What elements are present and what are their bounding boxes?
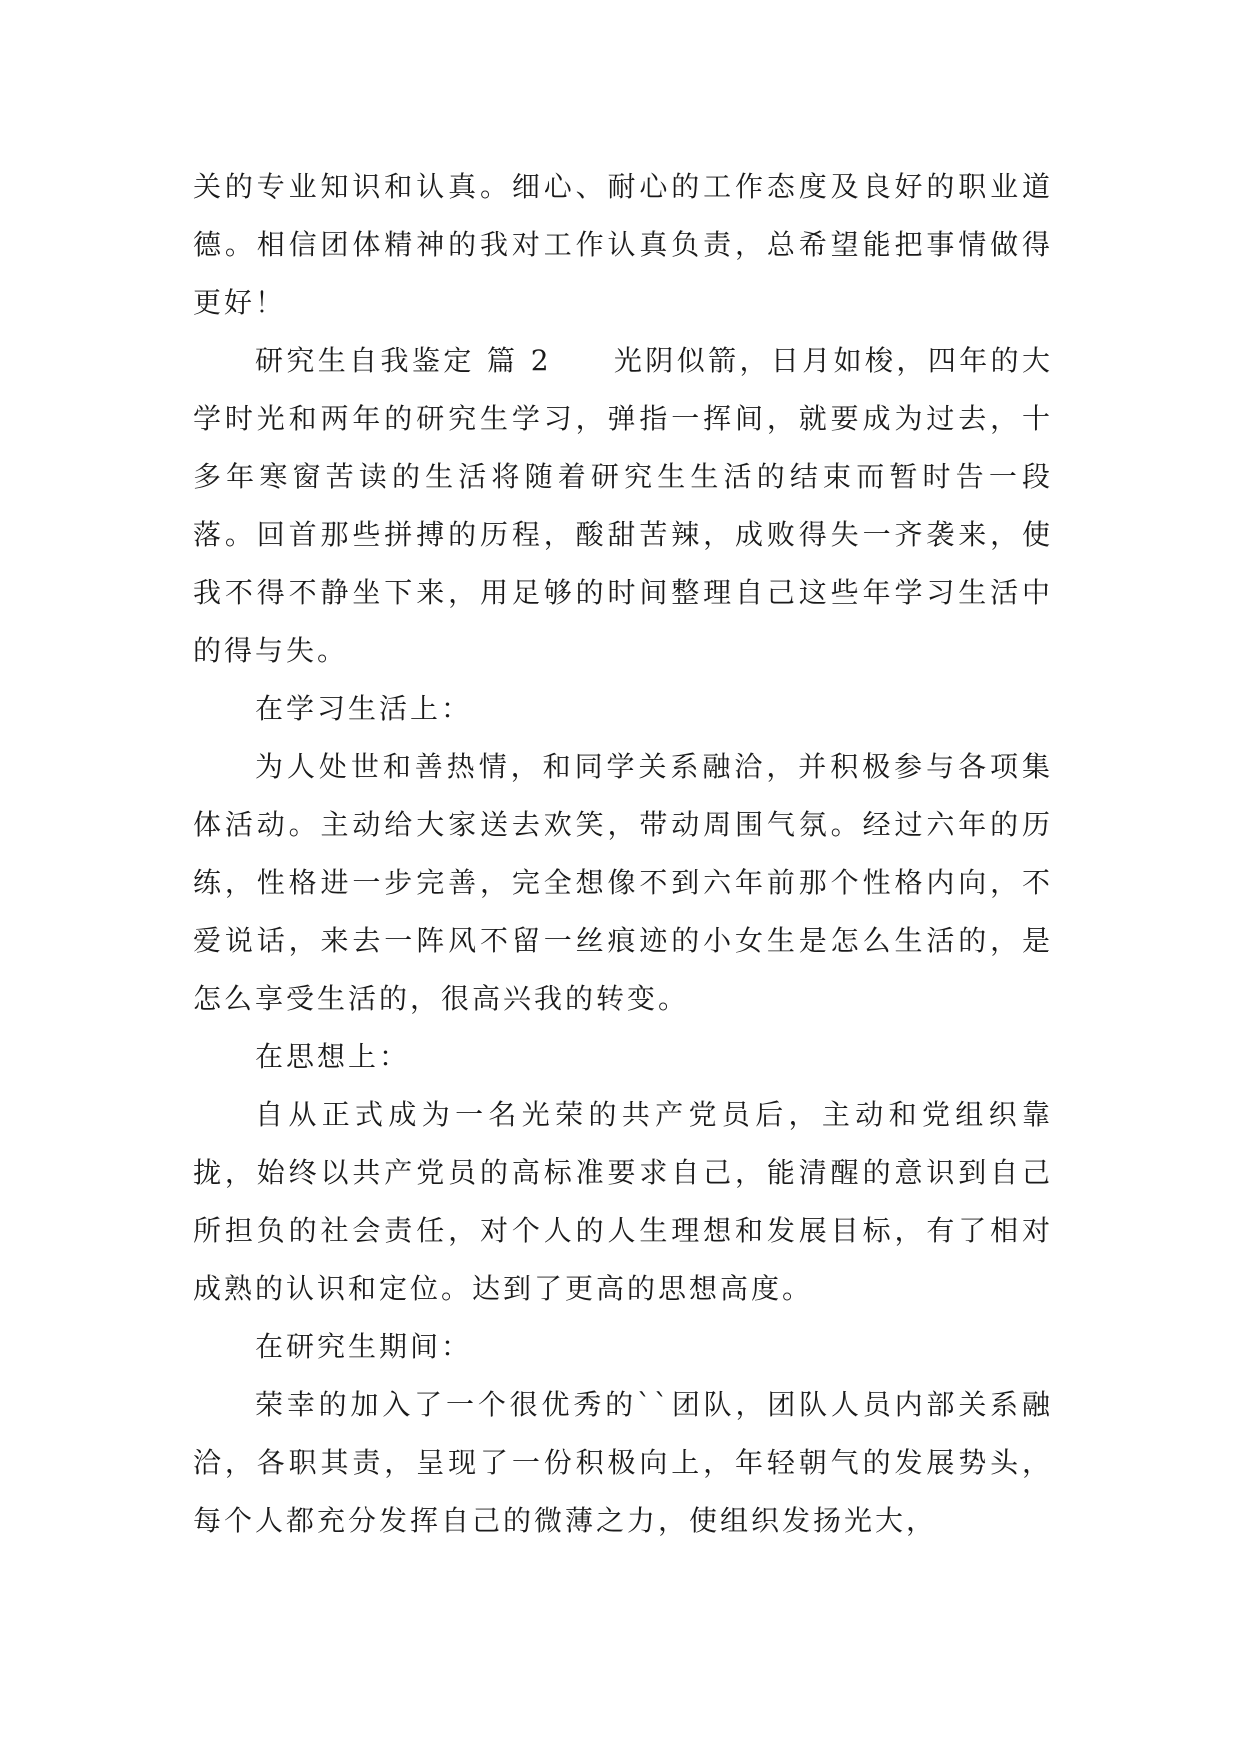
paragraph-thought: 自从正式成为一名光荣的共产党员后，主动和党组织靠拢，始终以共产党员的高标准要求自己，能清醒的意识到自己所担负的社会责任，对个人的人生理想和发展目标，有了相对成熟的认识和定位。达到了更高的思想高度。	[193, 1098, 1053, 1305]
document-page	[193, 158, 1053, 1550]
heading-graduate-period: 在研究生期间：	[255, 1330, 473, 1363]
paragraph-graduate-period: 荣幸的加入了一个很优秀的``团队，团队人员内部关系融洽，各职其责，呈现了一份积极向上，年轻朝气的发展势头，每个人都充分发挥自己的微薄之力，使组织发扬光大，	[193, 1388, 1053, 1537]
paragraph-section-2	[193, 332, 1053, 680]
paragraph-continued: 关的专业知识和认真。细心、耐心的工作态度及良好的职业道德。相信团体精神的我对工作认真负责，总希望能把事情做得更好！	[193, 170, 1053, 319]
section-intro: 光阴似箭，日月如梭，四年的大学时光和两年的研究生学习，弹指一挥间，就要成为过去，十多年寒窗苦读的生活将随着研究生生活的结束而暂时告一段落。回首那些拼搏的历程，酸甜苦辣，成败得失一齐袭来，使我不得不静坐下来，用足够的时间整理自己这些年学习生活中的得与失。	[193, 344, 1053, 667]
section-heading: 研究生自我鉴定 篇 2	[255, 344, 552, 377]
heading-study-life: 在学习生活上：	[255, 692, 473, 725]
heading-thought: 在思想上：	[255, 1040, 411, 1073]
paragraph-study-life: 为人处世和善热情，和同学关系融洽，并积极参与各项集体活动。主动给大家送去欢笑，带动周围气氛。经过六年的历练，性格进一步完善，完全想像不到六年前那个性格内向，不爱说话，来去一阵风不留一丝痕迹的小女生是怎么生活的，是怎么享受生活的，很高兴我的转变。	[193, 750, 1053, 1015]
